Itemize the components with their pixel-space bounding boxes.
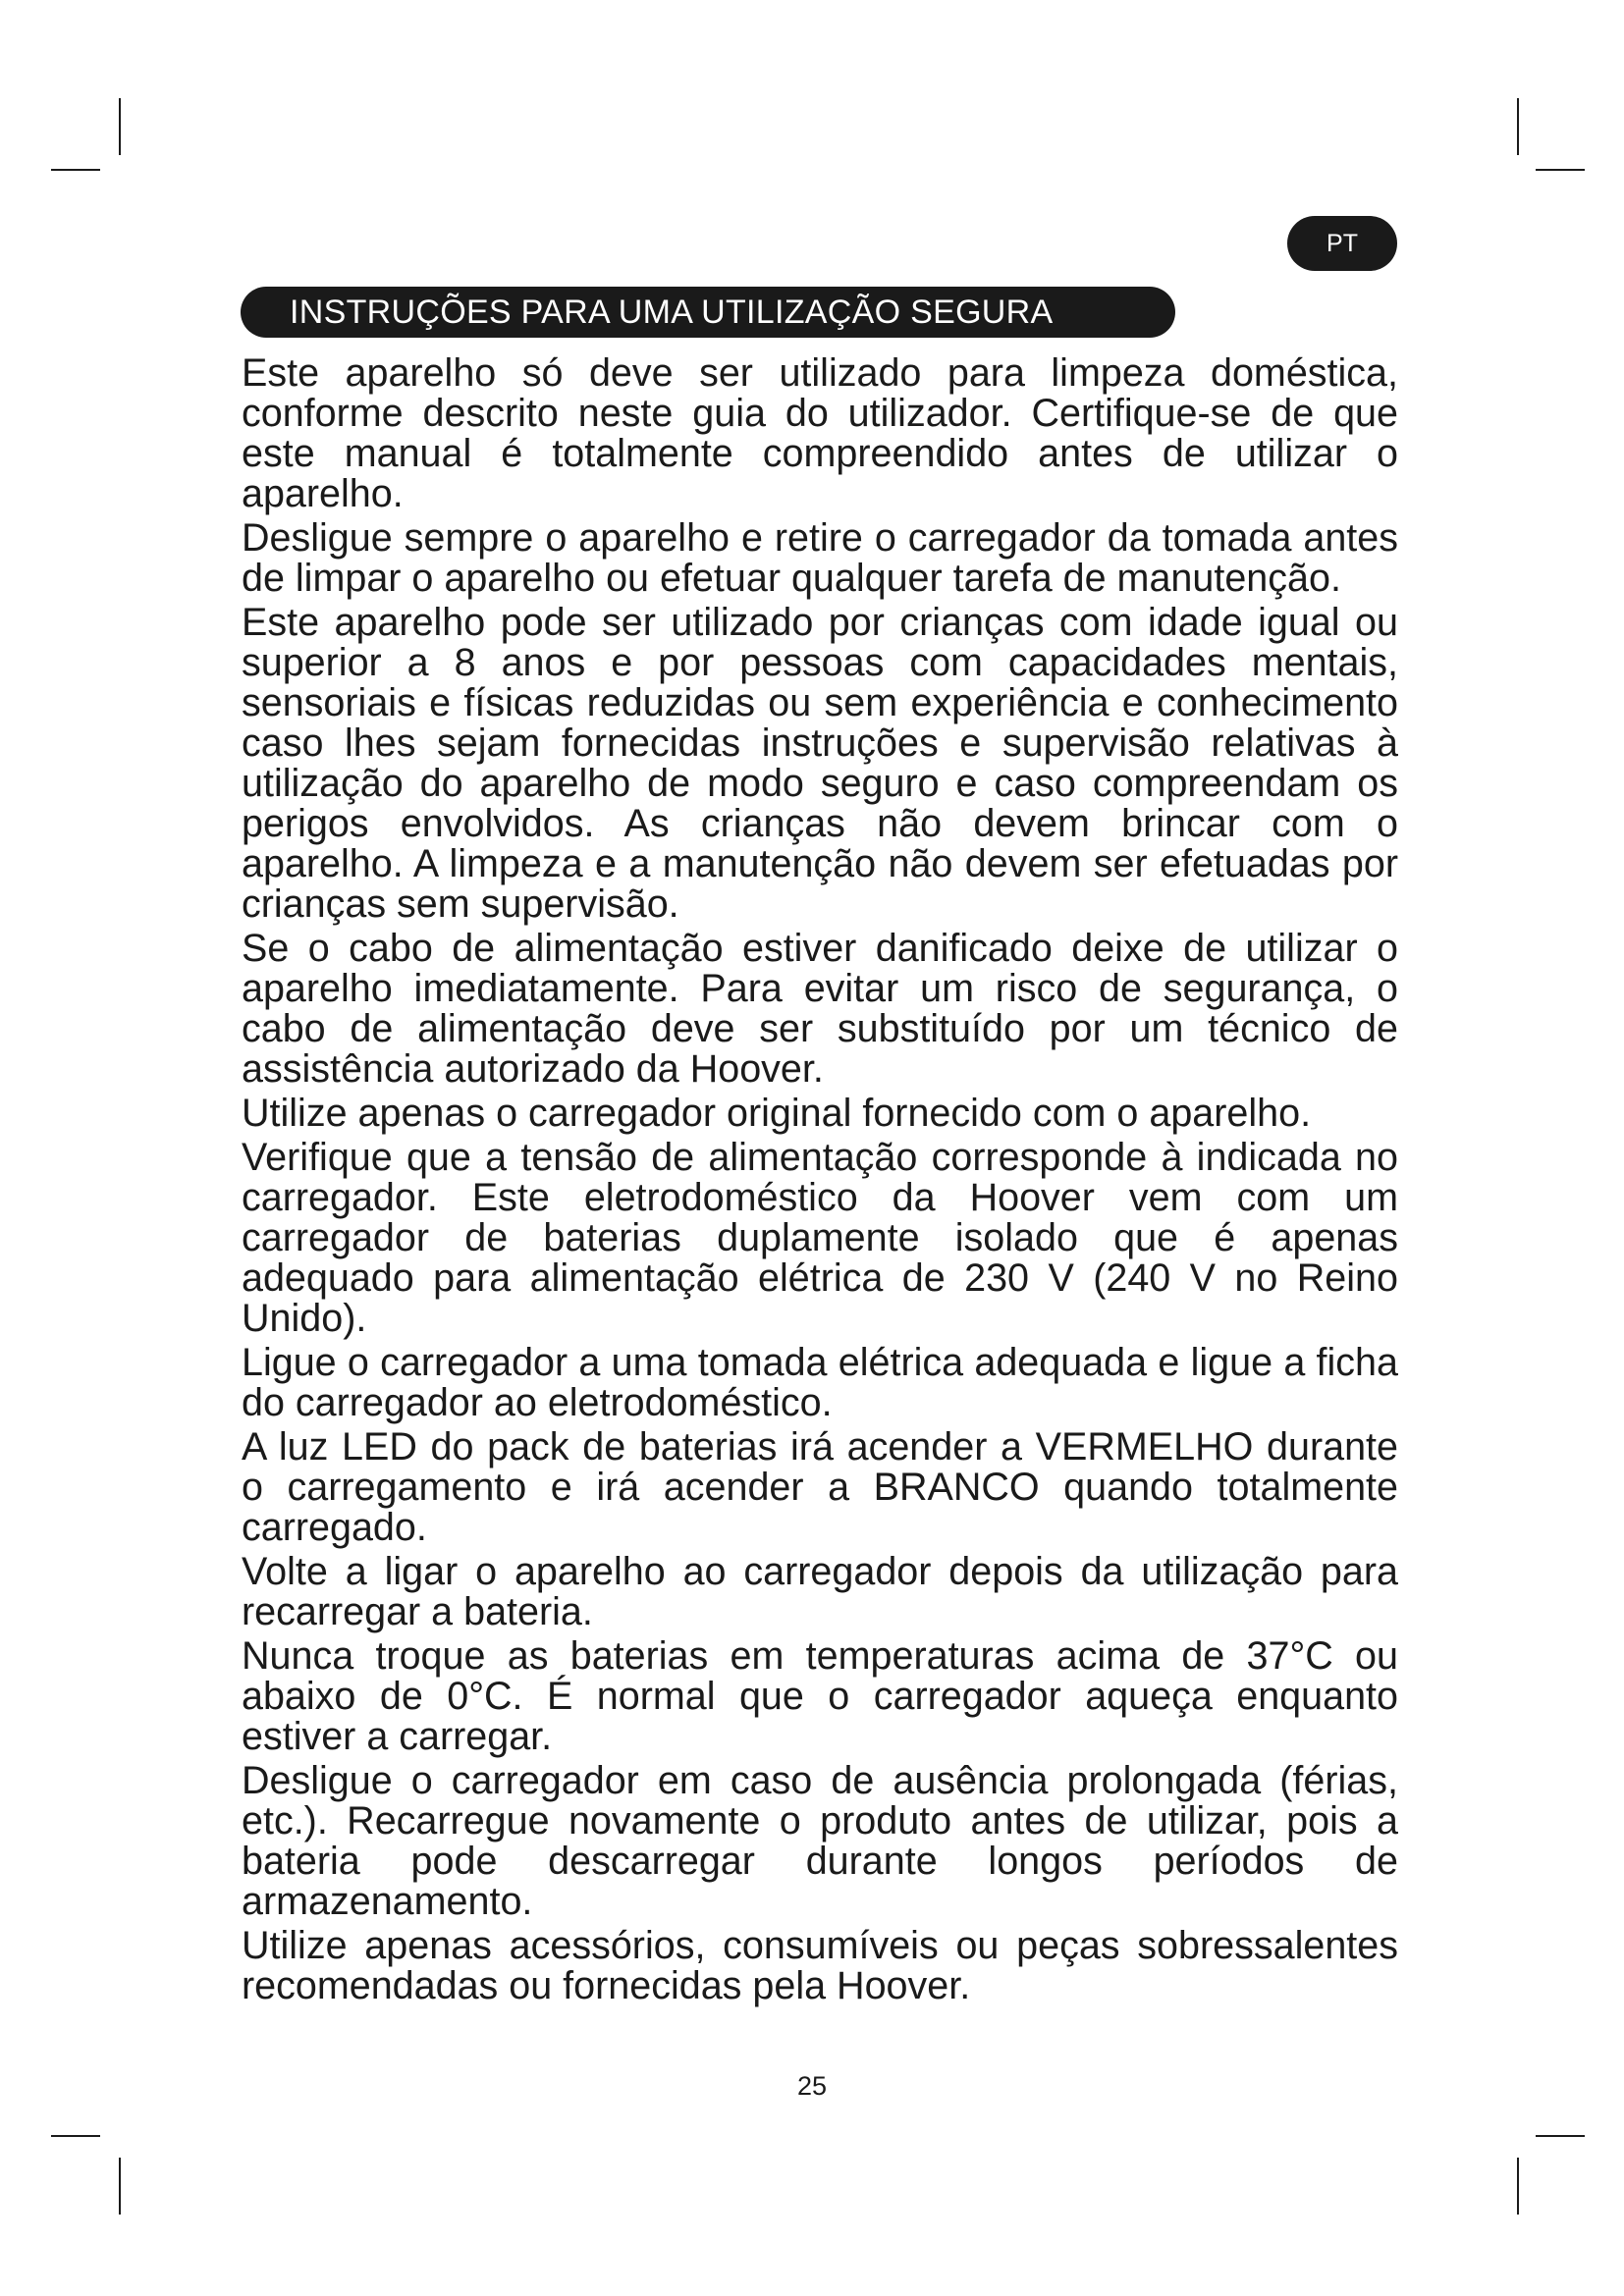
paragraph-domestic-use: Este aparelho só deve ser utilizado para limpeza doméstica, conforme descrito neste guia do utilizador. Certifique-se de que este manual é totalmente compreendido antes de utilizar o aparelho. — [242, 351, 1398, 515]
crop-mark-bottom-left-horizontal — [51, 2135, 100, 2137]
crop-mark-bottom-right-horizontal — [1536, 2135, 1585, 2137]
crop-mark-bottom-right-vertical — [1517, 2158, 1519, 2215]
paragraph-voltage-check: Verifique que a tensão de alimentação corresponde à indicada no carregador. Este eletrodoméstico da Hoover vem com um carregador de baterias duplamente isolado que é apenas adequado para alimentação elétrica de 230 V (240 V no Reino Unido). — [242, 1136, 1398, 1340]
paragraph-connect-charger: Ligue o carregador a uma tomada elétrica adequada e ligue a ficha do carregador ao eletrodoméstico. — [242, 1341, 1398, 1424]
crop-mark-top-left-horizontal — [51, 169, 100, 171]
crop-mark-top-right-horizontal — [1536, 169, 1585, 171]
section-title: INSTRUÇÕES PARA UMA UTILIZAÇÃO SEGURA — [241, 287, 1175, 338]
paragraph-children-supervision: Este aparelho pode ser utilizado por crianças com idade igual ou superior a 8 anos e por pessoas com capacidades mentais, sensoriais e físicas reduzidas ou sem experiência e conhecimento caso lhes sejam fornecidas instruções e supervisão relativas à utilização do aparelho de modo seguro e caso compreendam os perigos envolvidos. As crianças não devem brincar com o aparelho. A limpeza e a manutenção não devem ser efetuadas por crianças sem supervisão. — [242, 601, 1398, 926]
paragraph-prolonged-absence: Desligue o carregador em caso de ausência prolongada (férias, etc.). Recarregue novamente o produto antes de utilizar, pois a bateria pode descarregar durante longos períodos de armazenamento. — [242, 1759, 1398, 1923]
paragraph-approved-accessories: Utilize apenas acessórios, consumíveis ou peças sobressalentes recomendadas ou fornecidas pela Hoover. — [242, 1924, 1398, 2007]
safety-instructions-body — [242, 353, 1398, 2010]
crop-mark-top-left-vertical — [119, 98, 121, 155]
paragraph-recharge-after-use: Volte a ligar o aparelho ao carregador depois da utilização para recarregar a bateria. — [242, 1550, 1398, 1633]
crop-mark-bottom-left-vertical — [119, 2158, 121, 2215]
paragraph-damaged-cable: Se o cabo de alimentação estiver danificado deixe de utilizar o aparelho imediatamente. Para evitar um risco de segurança, o cabo de alimentação deve ser substituído por um técnico de assistência autorizado da Hoover. — [242, 927, 1398, 1091]
crop-mark-top-right-vertical — [1517, 98, 1519, 155]
language-badge: PT — [1287, 216, 1397, 271]
paragraph-led-indicator: A luz LED do pack de baterias irá acender a VERMELHO durante o carregamento e irá acender a BRANCO quando totalmente carregado. — [242, 1425, 1398, 1549]
paragraph-unplug-before-cleaning: Desligue sempre o aparelho e retire o carregador da tomada antes de limpar o aparelho ou efetuar qualquer tarefa de manutenção. — [242, 516, 1398, 600]
paragraph-battery-temperature: Nunca troque as baterias em temperaturas acima de 37°C ou abaixo de 0°C. É normal que o carregador aqueça enquanto estiver a carregar. — [242, 1634, 1398, 1758]
page-number: 25 — [796, 2071, 828, 2101]
paragraph-original-charger: Utilize apenas o carregador original fornecido com o aparelho. — [242, 1092, 1312, 1135]
